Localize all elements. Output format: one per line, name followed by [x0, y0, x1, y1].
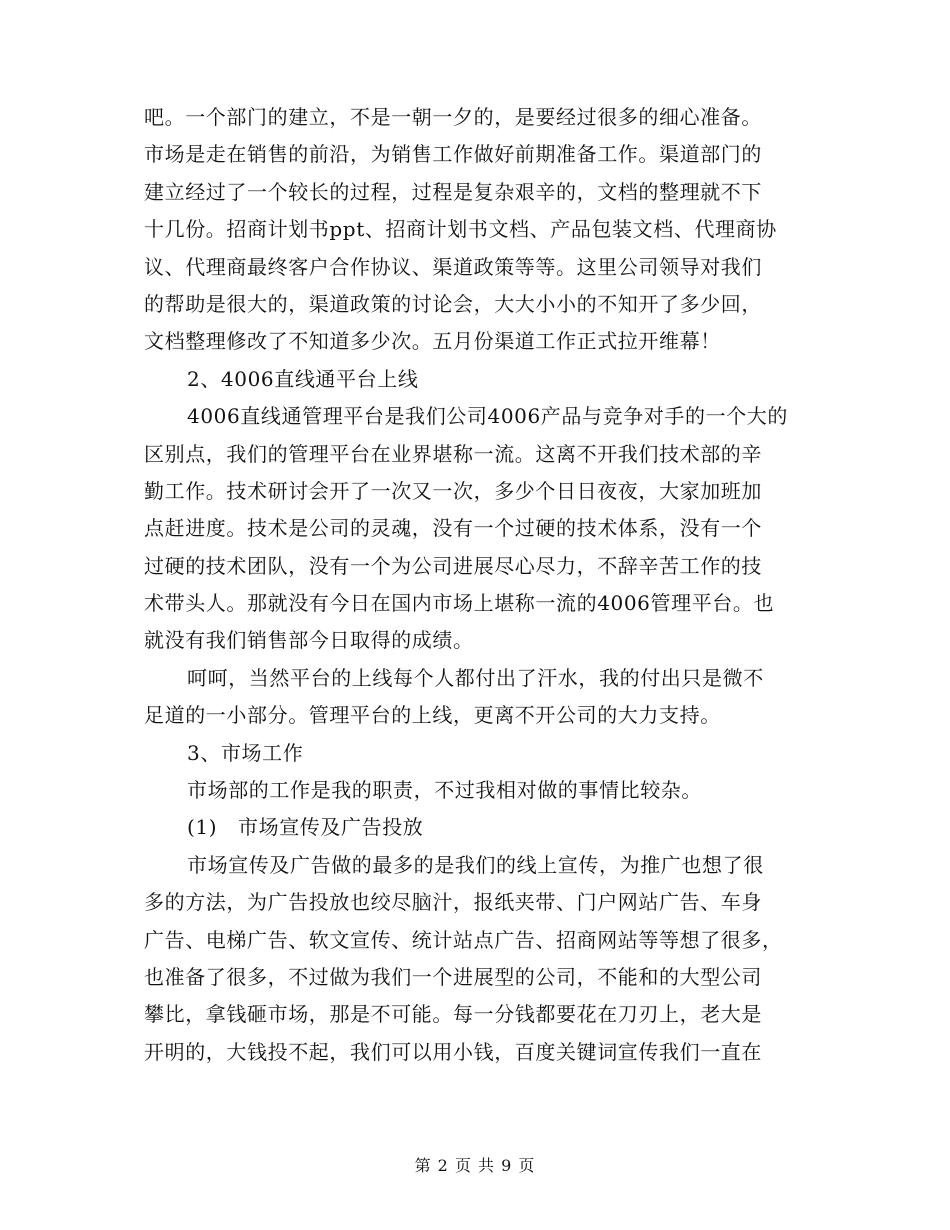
section-heading: 3、市场工作 [187, 740, 304, 765]
text-line: 点赶进度。技术是公司的灵魂，没有一个过硬的技术体系，没有一个 [144, 516, 762, 541]
text-line: 建立经过了一个较长的过程，过程是复杂艰辛的，文档的整理就不下 [144, 179, 762, 204]
text-line: 的帮助是很大的，渠道政策的讨论会，大大小小的不知开了多少回， [144, 291, 762, 316]
text-line: 术带头人。那就没有今日在国内市场上堪称一流的4006管理平台。也 [144, 591, 775, 616]
text-line: 区别点，我们的管理平台在业界堪称一流。这离不开我们技术部的辛 [144, 441, 762, 466]
text-line: 4006直线通管理平台是我们公司4006产品与竞争对手的一个大的 [187, 404, 788, 429]
section-heading: 2、4006直线通平台上线 [187, 366, 419, 391]
text-line: 市场部的工作是我的职责，不过我相对做的事情比较杂。 [187, 778, 702, 803]
page-footer: 第 2 页 共 9 页 [414, 1156, 536, 1175]
subsection-heading: (1) 市场宣传及广告投放 [187, 815, 424, 840]
text-line: 议、代理商最终客户合作协议、渠道政策等等。这里公司领导对我们 [144, 254, 762, 279]
text-line: 市场是走在销售的前沿，为销售工作做好前期准备工作。渠道部门的 [144, 142, 762, 167]
text-line: 勤工作。技术研讨会开了一次又一次，多少个日日夜夜，大家加班加 [144, 478, 762, 503]
text-line: 吧。一个部门的建立，不是一朝一夕的，是要经过很多的细心准备。 [144, 105, 762, 129]
text-line: 也准备了很多，不过做为我们一个进展型的公司，不能和的大型公司 [144, 964, 762, 989]
text-line: 市场宣传及广告做的最多的是我们的线上宣传，为推广也想了很 [187, 852, 764, 877]
body-text [144, 99, 819, 1071]
text-line: 足道的一小部分。管理平台的上线，更离不开公司的大力支持。 [144, 703, 721, 728]
text-line: 文档整理修改了不知道多少次。五月份渠道工作正式拉开维幕！ [144, 329, 721, 354]
text-line: 十几份。招商计划书ppt、招商计划书文档、产品包装文档、代理商协 [144, 217, 777, 242]
text-line: 过硬的技术团队，没有一个为公司进展尽心尽力，不辞辛苦工作的技 [144, 553, 762, 578]
text-line: 多的方法，为广告投放也绞尽脑汁，报纸夹带、门户网站广告、车身 [144, 890, 762, 915]
text-line: 就没有我们销售部今日取得的成绩。 [144, 628, 474, 653]
text-line: 呵呵，当然平台的上线每个人都付出了汗水，我的付出只是微不 [187, 665, 764, 690]
text-line: 广告、电梯广告、软文宣传、统计站点广告、招商网站等等想了很多， [144, 927, 783, 952]
text-line: 攀比，拿钱砸市场，那是不可能。每一分钱都要花在刀刃上，老大是 [144, 1002, 762, 1027]
text-line: 开明的，大钱投不起，我们可以用小钱，百度关键词宣传我们一直在 [144, 1039, 762, 1064]
